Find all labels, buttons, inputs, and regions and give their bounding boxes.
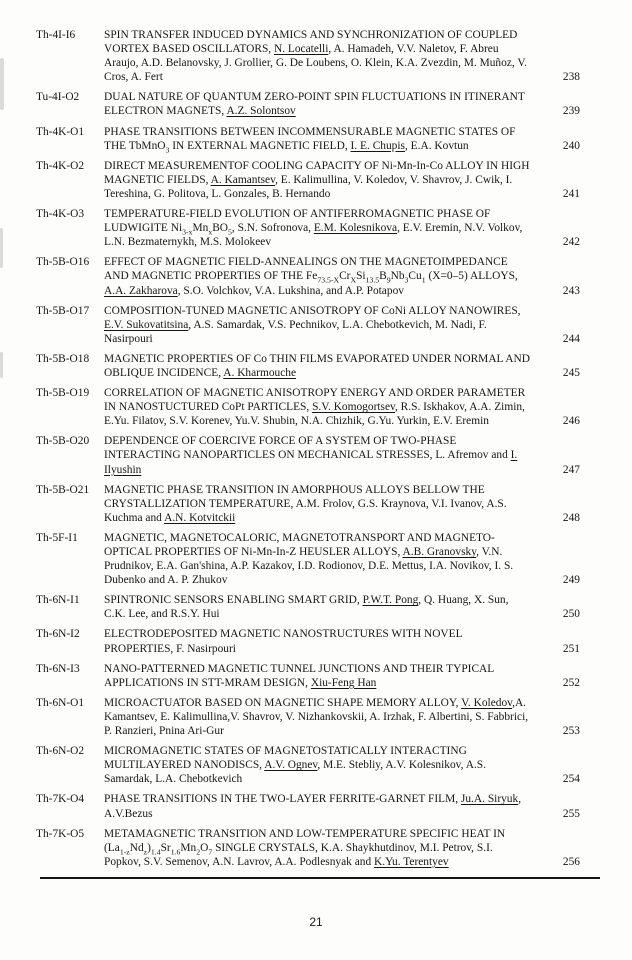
- entry-page-number: 252: [562, 676, 580, 689]
- session-code: Th-4K-O1: [36, 125, 85, 138]
- presenting-author: A.Z. Solontsov: [226, 105, 296, 118]
- title-text: , E. Kalimullina, V. Koledov, V. Shavrov, J. Cwik, I. Tereshina, G. Politova, L. Gonzales, B. Hernando: [104, 173, 513, 200]
- title-text: , E.V. Eremin, N.V. Volkov, L.N. Bezmaternykh, M.S. Molokeev: [104, 222, 523, 249]
- session-code: Th-5B-O19: [36, 387, 90, 400]
- title-text: Cr: [339, 270, 351, 283]
- entry-page-number: 242: [562, 236, 580, 249]
- title-text: Sr: [160, 841, 171, 854]
- toc-row: [36, 207, 580, 249]
- entry-title: [104, 28, 538, 84]
- entry-page-number: 241: [562, 187, 580, 200]
- entry-title: [104, 627, 538, 655]
- toc-row: [36, 827, 580, 869]
- toc-row: [36, 483, 580, 525]
- scan-artifact: [0, 58, 4, 110]
- presenting-author: K.Yu. Terentyev: [374, 855, 449, 868]
- entry-page-number: 256: [562, 855, 580, 868]
- entry-title: [104, 304, 538, 346]
- title-text: O: [200, 841, 209, 854]
- entry-page-number: 238: [562, 71, 580, 84]
- toc-row: [36, 593, 580, 621]
- title-text: TEMPERATURE-FIELD EVOLUTION OF ANTIFERROMAGNETIC PHASE OF LUDWIGITE Ni: [104, 208, 491, 235]
- entry-title: [104, 593, 538, 621]
- entry-title: [104, 531, 538, 587]
- subscript: 3: [165, 144, 170, 154]
- title-text: NANO-PATTERNED MAGNETIC TUNNEL JUNCTIONS AND THEIR TYPICAL APPLICATIONS IN STT-MRAM DESIGN,: [104, 662, 494, 689]
- title-text: , R.S. Iskhakov, A.A. Zimin, E.Yu. Filatov, S.V. Korenev, Yu.V. Shubin, N.A. Chizhik, G.Yu. Yurkin, E.V. Eremin: [104, 401, 525, 428]
- session-code: Th-5B-O17: [36, 304, 90, 317]
- entry-page-number: 254: [562, 773, 580, 786]
- toc-row: [36, 531, 580, 587]
- session-code: Th-6N-I2: [36, 628, 80, 641]
- toc-row: [36, 255, 580, 297]
- subscript: 13.5: [365, 275, 380, 285]
- subscript: 3-x: [182, 227, 193, 237]
- entry-title: [104, 352, 538, 380]
- title-text: MAGNETIC PROPERTIES OF Co THIN FILMS EVAPORATED UNDER NORMAL AND OBLIQUE INCIDENCE,: [104, 352, 530, 379]
- session-code: Th-4K-O3: [36, 208, 85, 221]
- title-text: Nd: [129, 841, 144, 854]
- entry-page-number: 248: [562, 511, 580, 524]
- entry-title: [104, 483, 538, 525]
- subscript: 5: [228, 227, 232, 237]
- title-text: MAGNETIC PHASE TRANSITION IN AMORPHOUS ALLOYS BELLOW THE CRYSTALLIZATION TEMPERATURE, A.M. Frolov, G.S. Kraynova, V.I. Ivanov, A.S. Kuchma and: [104, 483, 507, 524]
- title-text: SPINTRONIC SENSORS ENABLING SMART GRID,: [104, 594, 363, 607]
- subscript: 1-z: [119, 846, 130, 856]
- session-code: Th-6N-I1: [36, 594, 80, 607]
- entry-title: [104, 744, 538, 786]
- session-code: Th-7K-O4: [36, 793, 85, 806]
- title-text: , Q. Huang, X. Sun, C.K. Lee, and R.S.Y. Hui: [104, 594, 509, 621]
- bottom-rule: [40, 877, 600, 879]
- presenting-author: E.V. Sukovatitsina: [104, 318, 189, 331]
- title-text: CORRELATION OF MAGNETIC ANISOTROPY ENERGY AND ORDER PARAMETER IN NANOSTUCTURED CoPt PARTICLES,: [104, 387, 526, 414]
- toc-row: [36, 90, 580, 118]
- title-text: PHASE TRANSITIONS BETWEEN INCOMMENSURABLE MAGNETIC STATES OF THE TbMnO: [104, 125, 516, 152]
- title-text: IN EXTERNAL MAGNETIC FIELD,: [169, 139, 351, 152]
- toc-row: [36, 352, 580, 380]
- title-text: , S.N. Sofronova,: [231, 222, 314, 235]
- subscript: X: [350, 275, 357, 285]
- title-text: MICROACTUATOR BASED ON MAGNETIC SHAPE MEMORY ALLOY,: [104, 696, 462, 709]
- entry-page-number: 244: [562, 332, 580, 345]
- title-text: , V.N. Prudnikov, E.A. Gan'shina, A.P. Kazakov, I.D. Rodionov, D.E. Mettus, I.A. Novikov, I. S. Dubenko and A. P. Zhukov: [104, 546, 514, 587]
- presenting-author: A.B. Granovsky: [402, 546, 477, 558]
- entry-page-number: 239: [562, 105, 580, 118]
- presenting-author: I. Ilyushin: [104, 449, 518, 476]
- title-text: , M.E. Stebliy, A.V. Kolesnikov, A.S. Samardak, L.A. Chebotkevich: [104, 759, 486, 786]
- title-text: , A.V.Bezus: [104, 793, 522, 820]
- scan-artifact: [0, 352, 3, 378]
- session-code: Th-5B-O20: [36, 435, 90, 448]
- title-text: Mn: [192, 222, 209, 235]
- title-text: MAGNETIC, MAGNETOCALORIC, MAGNETOTRANSPORT AND MAGNETO-OPTICAL PROPERTIES OF Ni-Mn-In-Z HEUSLER ALLOYS,: [104, 531, 495, 558]
- title-text: EFFECT OF MAGNETIC FIELD-ANNEALINGS ON THE MAGNETOIMPEDANCE AND MAGNETIC PROPERTIES OF THE Fe: [104, 256, 508, 283]
- toc-row: [36, 696, 580, 738]
- session-code: Th-6N-O2: [36, 745, 85, 758]
- entry-page-number: 251: [562, 642, 580, 655]
- title-text: SPIN TRANSFER INDUCED DYNAMICS AND SYNCHRONIZATION OF COUPLED VORTEX BASED OSCILLATORS,: [104, 29, 518, 56]
- subscript: 9: [386, 275, 391, 285]
- toc-row: [36, 434, 580, 476]
- entry-page-number: 240: [562, 139, 580, 152]
- session-code: Th-6N-O1: [36, 696, 85, 709]
- subscript: 1.4: [150, 846, 161, 856]
- scan-artifact: [0, 228, 3, 268]
- subscript: 2: [196, 846, 201, 856]
- presenting-author: I. E. Chupis: [350, 139, 405, 152]
- session-code: Tu-4I-O2: [36, 91, 80, 104]
- session-code: Th-5F-I1: [36, 531, 78, 544]
- title-text: ,A. Kamantsev, E. Kalimullina,V. Shavrov, V. Nizhankovskii, A. Irzhak, F. Albertini, S. Fabbrici, P. Ranzieri, Pnina Ari-Gur: [104, 696, 529, 738]
- page-number-footer: 21: [309, 915, 323, 929]
- toc-row: [36, 386, 580, 428]
- toc-row: [36, 159, 580, 201]
- title-text: , E.A. Kovtun: [404, 139, 469, 152]
- toc-row: [36, 125, 580, 153]
- title-text: Nb: [390, 270, 405, 283]
- title-text: ELECTRODEPOSITED MAGNETIC NANOSTRUCTURES WITH NOVEL PROPERTIES, F. Nasirpouri: [104, 628, 463, 655]
- session-code: Th-4I-I6: [36, 29, 76, 41]
- presenting-author: Xiu-Feng Han: [310, 676, 377, 689]
- presenting-author: Ju.A. Siryuk: [460, 793, 519, 806]
- entry-title: [104, 207, 538, 249]
- title-text: , A.S. Samardak, V.S. Pechnikov, L.A. Chebotkevich, M. Nadi, F. Nasirpouri: [104, 318, 487, 345]
- title-text: METAMAGNETIC TRANSITION AND LOW-TEMPERATURE SPECIFIC HEAT IN (La: [104, 827, 506, 854]
- entry-title: [104, 125, 538, 153]
- subscript: 7: [208, 846, 213, 856]
- title-text: , A. Hamadeh, V.V. Naletov, F. Abreu Araujo, A.D. Belanovsky, J. Grollier, G. De Loubens, O. Klein, K.A. Zvezdin, M. Muñoz, V. Cros, A. Fert: [104, 43, 527, 84]
- entry-title: [104, 159, 538, 201]
- presenting-author: P.W.T. Pong: [362, 594, 419, 607]
- session-code: Th-5B-O21: [36, 483, 90, 496]
- subscript: 73.5-X: [317, 275, 340, 285]
- session-code: Th-4K-O2: [36, 159, 85, 172]
- entry-page-number: 247: [562, 463, 580, 476]
- subscript: 3: [404, 275, 409, 285]
- entry-page-number: 249: [562, 574, 580, 587]
- entry-page-number: 255: [562, 807, 580, 820]
- presenting-author: A.N. Kotvitckii: [164, 511, 236, 524]
- title-text: DUAL NATURE OF QUANTUM ZERO-POINT SPIN FLUCTUATIONS IN ITINERANT ELECTRON MAGNETS,: [104, 91, 525, 118]
- entry-title: [104, 90, 538, 118]
- title-text: COMPOSITION-TUNED MAGNETIC ANISOTROPY OF CoNi ALLOY NANOWIRES,: [104, 304, 521, 317]
- entry-page-number: 246: [562, 415, 580, 428]
- presenting-author: N. Locatelli: [273, 43, 329, 56]
- presenting-author: A.A. Zakharova: [104, 284, 178, 297]
- toc-row: [36, 304, 580, 346]
- session-code: Th-5B-O18: [36, 352, 90, 365]
- entry-title: [104, 696, 538, 738]
- toc-row: [36, 627, 580, 655]
- title-text: B: [379, 270, 387, 283]
- title-text: (X=0–5) ALLOYS,: [425, 270, 518, 283]
- presenting-author: E.M. Kolesnikova: [313, 222, 398, 235]
- presenting-author: A.V. Ognev: [264, 759, 318, 772]
- title-text: ): [147, 841, 151, 854]
- entry-page-number: 245: [562, 366, 580, 379]
- presenting-author: A. Kamantsev: [210, 173, 276, 186]
- toc-row: [36, 28, 580, 84]
- title-text: DIRECT MEASUREMENTOF COOLING CAPACITY OF Ni-Mn-In-Co ALLOY IN HIGH MAGNETIC FIELDS,: [104, 159, 530, 186]
- entry-title: [104, 662, 538, 690]
- title-text: SINGLE CRYSTALS, K.A. Shaykhutdinov, M.I. Petrov, S.I. Popkov, S.V. Semenov, A.N. Lavrov, A.A. Podlesnyak and: [104, 841, 493, 868]
- subscript: 1: [421, 275, 426, 285]
- title-text: Cu: [408, 270, 422, 283]
- title-text: Si: [356, 270, 366, 283]
- entry-title: [104, 434, 538, 476]
- title-text: PHASE TRANSITIONS IN THE TWO-LAYER FERRITE-GARNET FILM,: [104, 793, 461, 806]
- presenting-author: V. Koledov: [461, 696, 513, 709]
- title-text: , S.O. Volchkov, V.A. Lukshina, and A.P. Potapov: [177, 284, 404, 297]
- title-text: DEPENDENCE OF COERCIVE FORCE OF A SYSTEM OF TWO-PHASE INTERACTING NANOPARTICLES ON MECHANICAL STRESSES, L. Afremov and: [104, 435, 511, 462]
- toc-row: [36, 662, 580, 690]
- entry-title: [104, 827, 538, 869]
- subscript: z: [143, 846, 148, 856]
- presenting-author: S.V. Komogortsev: [312, 401, 395, 414]
- session-code: Th-7K-O5: [36, 827, 85, 840]
- entry-title: [104, 255, 538, 297]
- title-text: MICROMAGNETIC STATES OF MAGNETOSTATICALLY INTERACTING MULTILAYERED NANODISCS,: [104, 745, 467, 772]
- toc-list: [36, 28, 580, 875]
- entry-page-number: 253: [562, 725, 580, 738]
- subscript: x: [208, 227, 213, 237]
- presenting-author: A. Kharmouche: [223, 366, 297, 379]
- toc-row: [36, 792, 580, 820]
- entry-page-number: 243: [562, 284, 580, 297]
- entry-page-number: 250: [562, 608, 580, 621]
- subscript: 1.6: [170, 846, 181, 856]
- title-text: Mn: [180, 841, 197, 854]
- session-code: Th-5B-O16: [36, 256, 90, 269]
- entry-title: [104, 792, 538, 820]
- session-code: Th-6N-I3: [36, 662, 80, 675]
- toc-row: [36, 744, 580, 786]
- entry-title: [104, 386, 538, 428]
- title-text: BO: [212, 222, 229, 235]
